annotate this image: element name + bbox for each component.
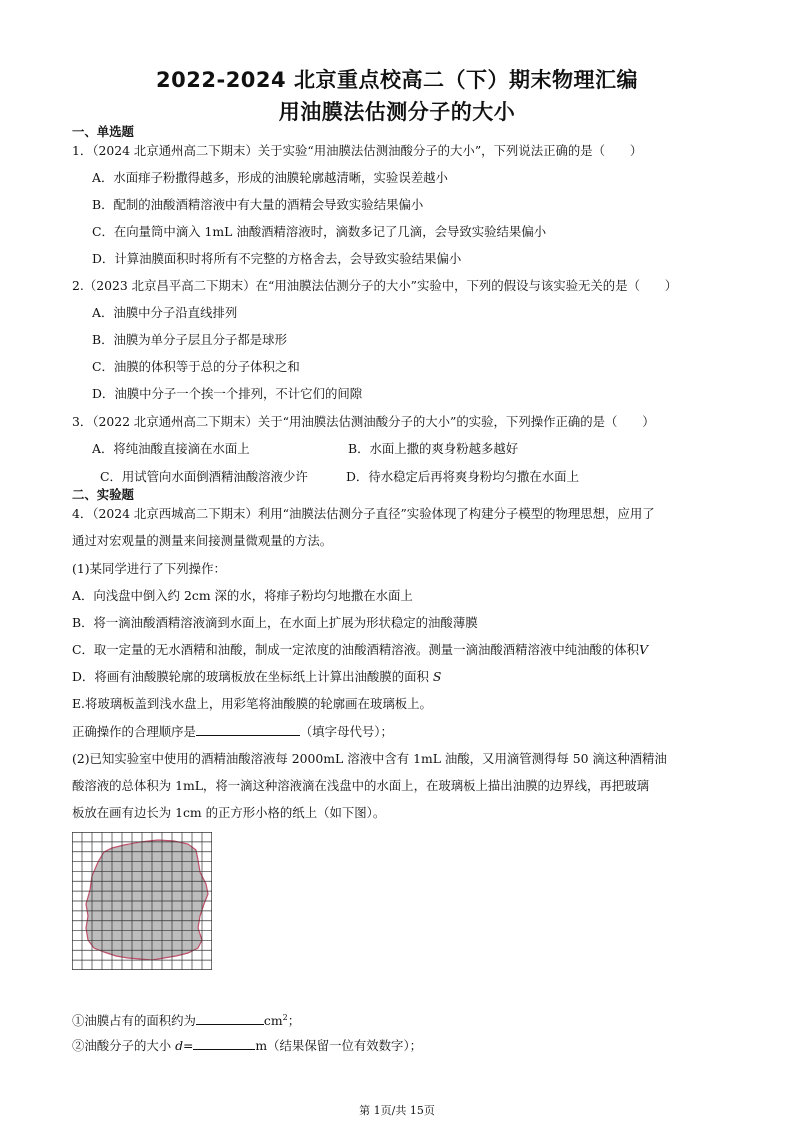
q1-option-c: C．在向量筒中滴入 1mL 油酸酒精溶液时，滴数多记了几滴，会导致实验结果偏小: [92, 224, 547, 239]
q4-order-blank[interactable]: [196, 723, 300, 736]
q4-step-c-var: V: [639, 642, 649, 657]
q1-stem: 1．（2024 北京通州高二下期末）关于实验“用油膜法估测油酸分子的大小”，下列说法正确的是（ ）: [72, 143, 643, 158]
section-experiment: 二、实验题: [72, 487, 134, 502]
q4-step-d: [72, 669, 441, 685]
q4-size-eq: =: [183, 1038, 194, 1053]
q4-size-var: d: [175, 1038, 184, 1053]
q2-option-b: B．油膜为单分子层且分子都是球形: [92, 332, 287, 347]
q4-area-unit-exponent: 2: [282, 1013, 288, 1022]
q4-size-prefix: ②油酸分子的大小: [72, 1038, 172, 1053]
q4-part1-intro: (1)某同学进行了下列操作：: [72, 561, 226, 576]
q3-stem: 3．（2022 北京通州高二下期末）关于“用油膜法估测油酸分子的大小”的实验，下列操作正确的是（ ）: [72, 414, 655, 429]
q2-option-d: D．油膜中分子一个挨一个排列，不计它们的间隙: [92, 386, 363, 401]
q4-part2-line2: 酸溶液的总体积为 1mL，将一滴这种溶液滴在浅盘中的水面上，在玻璃板上描出油膜的边界线，再把玻璃: [72, 778, 649, 793]
q4-step-c-text: C．取一定量的无水酒精和油酸，制成一定浓度的油酸酒精溶液。测量一滴油酸酒精溶液中纯油酸的体积: [72, 642, 640, 657]
q4-stem-line2: 通过对宏观量的测量来间接测量微观量的方法。: [72, 533, 333, 548]
q4-area-prefix: ①油膜占有的面积约为: [72, 1013, 196, 1029]
q4-order-prefix: 正确操作的合理顺序是: [72, 724, 196, 739]
q4-step-c: [72, 642, 648, 658]
document-title: 2022-2024 北京重点校高二（下）期末物理汇编: [156, 68, 638, 92]
q4-order-answer: [72, 723, 393, 740]
q4-size-blank[interactable]: [193, 1037, 255, 1050]
q4-area-suffix: ；: [287, 1013, 301, 1029]
q3-option-a: A．将纯油酸直接滴在水面上: [92, 441, 250, 456]
q1-option-a: A．水面痱子粉撒得越多，形成的油膜轮廓越清晰，实验误差越小: [92, 170, 448, 185]
q3-option-d: D．待水稳定后再将爽身粉均匀撒在水面上: [346, 469, 579, 484]
q4-part2-line1: (2)已知实验室中使用的酒精油酸溶液每 2000mL 溶液中含有 1mL 油酸，又用滴管测得每 50 滴这种酒精油: [72, 751, 667, 766]
oil-film-grid-figure: [72, 832, 212, 970]
document-subtitle: 用油膜法估测分子的大小: [278, 100, 516, 124]
q2-stem: 2.（2023 北京昌平高二下期末）在“用油膜法估测分子的大小”实验中，下列的假设与该实验无关的是（ ）: [72, 278, 678, 293]
q4-step-d-text: D．将画有油酸膜轮廓的玻璃板放在坐标纸上计算出油酸膜的面积: [72, 669, 429, 684]
q3-option-c: C．用试管向水面倒酒精油酸溶液少许: [100, 469, 308, 484]
q4-answer-area: [72, 1010, 300, 1029]
q3-option-b: B．水面上撒的爽身粉越多越好: [348, 441, 519, 456]
section-single-choice: 一、单选题: [72, 124, 134, 139]
q4-step-e: E.将玻璃板盖到浅水盘上，用彩笔将油酸膜的轮廓画在玻璃板上。: [72, 696, 432, 711]
q4-step-a: A．向浅盘中倒入约 2cm 深的水，将痱子粉均匀地撒在水面上: [72, 588, 413, 603]
q4-area-unit: cm: [263, 1013, 283, 1029]
oil-film-shape: [86, 840, 208, 960]
q1-option-b: B．配制的油酸酒精溶液中有大量的酒精会导致实验结果偏小: [92, 197, 424, 212]
page-footer: 第 1页/共 15页: [359, 1104, 435, 1117]
q4-answer-size: [72, 1037, 422, 1054]
q4-stem-line1: 4．（2024 北京西城高二下期末）利用“油膜法估测分子直径”实验体现了构建分子模型的物理思想，应用了: [72, 506, 655, 521]
oil-film-grid-svg: [72, 832, 212, 970]
q4-order-suffix: （填字母代号）；: [299, 724, 393, 739]
q2-option-c: C．油膜的体积等于总的分子体积之和: [92, 359, 300, 374]
q1-option-d: D．计算油膜面积时将所有不完整的方格舍去，会导致实验结果偏小: [92, 251, 462, 266]
q4-step-b: B．将一滴油酸酒精溶液滴到水面上，在水面上扩展为形状稳定的油酸薄膜: [72, 615, 478, 630]
q4-size-suffix: m（结果保留一位有效数字）；: [255, 1038, 423, 1053]
q2-option-a: A．油膜中分子沿直线排列: [92, 305, 238, 320]
q4-step-d-var: S: [432, 669, 442, 684]
q4-area-blank[interactable]: [196, 1012, 264, 1025]
q4-part2-line3: 板放在画有边长为 1cm 的正方形小格的纸上（如下图）。: [72, 805, 386, 820]
